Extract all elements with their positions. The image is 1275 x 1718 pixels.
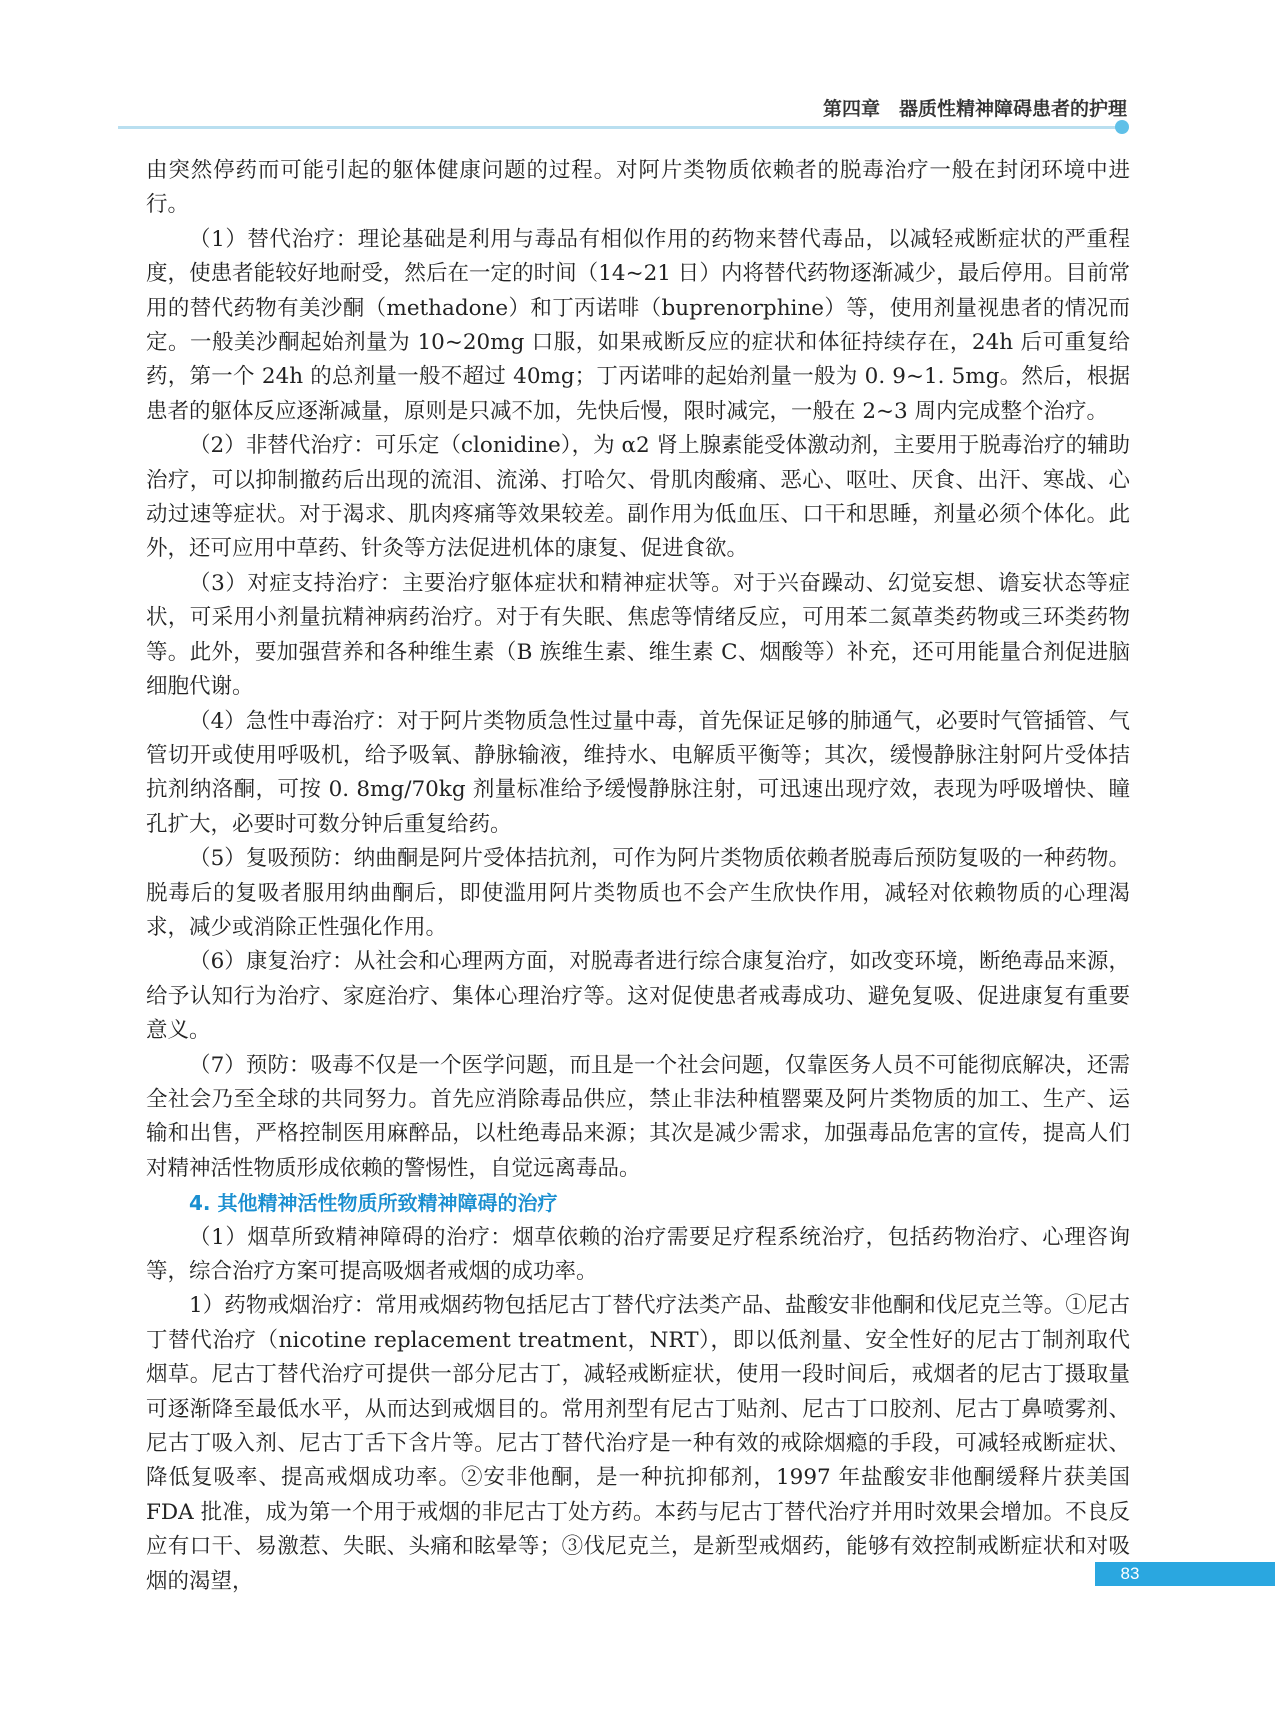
paragraph-non-substitution-therapy: （2）非替代治疗：可乐定（clonidine），为 α2 肾上腺素能受体激动剂，主要用于脱毒治疗的辅助治疗，可以抑制撤药后出现的流泪、流涕、打哈欠、骨肌肉酸痛、恶心、呕吐、厌食、出汗、寒战、心动过速等症状。对于渴求、肌肉疼痛等效果较差。副作用为低血压、口干和思睡，剂量必须个体化。此外，还可应用中草药、针灸等方法促进机体的康复、促进食欲。 bbox=[146, 433, 1130, 562]
page-body bbox=[146, 154, 1130, 1599]
paragraph-continuation: 由突然停药而可能引起的躯体健康问题的过程。对阿片类物质依赖者的脱毒治疗一般在封闭环境中进行。 bbox=[146, 158, 1130, 218]
paragraph-relapse-prevention: （5）复吸预防：纳曲酮是阿片受体拮抗剂，可作为阿片类物质依赖者脱毒后预防复吸的一种药物。脱毒后的复吸者服用纳曲酮后，即使滥用阿片类物质也不会产生欣快作用，减轻对依赖物质的心理渴求，减少或消除正性强化作用。 bbox=[146, 846, 1130, 940]
section-heading: 4. 其他精神活性物质所致精神障碍的治疗 bbox=[189, 1191, 558, 1216]
running-header-chapter-title: 第四章 器质性精神障碍患者的护理 bbox=[822, 98, 1127, 120]
paragraph-drug-smoking-cessation: 1）药物戒烟治疗：常用戒烟药物包括尼古丁替代疗法类产品、盐酸安非他酮和伐尼克兰等。①尼古丁替代治疗（nicotine replacement treatment，NRT），即以低剂量、安全性好的尼古丁制剂取代烟草。尼古丁替代治疗可提供一部分尼古丁，减轻戒断症状，使用一段时间后，戒烟者的尼古丁摄取量可逐渐降至最低水平，从而达到戒烟目的。常用剂型有尼古丁贴剂、尼古丁口胶剂、尼古丁鼻喷雾剂、尼古丁吸入剂、尼古丁舌下含片等。尼古丁替代治疗是一种有效的戒除烟瘾的手段，可减轻戒断症状、降低复吸率、提高戒烟成功率。②安非他酮，是一种抗抑郁剂，1997 年盐酸安非他酮缓释片获美国 FDA 批准，成为第一个用于戒烟的非尼古丁处方药。本药与尼古丁替代治疗并用时效果会增加。不良反应有口干、易激惹、失眠、头痛和眩晕等；③伐尼克兰，是新型戒烟药，能够有效控制戒断症状和对吸烟的渴望， bbox=[146, 1293, 1130, 1594]
paragraph-symptomatic-support: （3）对症支持治疗：主要治疗躯体症状和精神症状等。对于兴奋躁动、幻觉妄想、谵妄状态等症状，可采用小剂量抗精神病药治疗。对于有失眠、焦虑等情绪反应，可用苯二氮䓬类药物或三环类药物等。此外，要加强营养和各种维生素（B 族维生素、维生素 C、烟酸等）补充，还可用能量合剂促进脑细胞代谢。 bbox=[146, 570, 1130, 700]
paragraph-prevention: （7）预防：吸毒不仅是一个医学问题，而且是一个社会问题，仅靠医务人员不可能彻底解决，还需全社会乃至全球的共同努力。首先应消除毒品供应，禁止非法种植罂粟及阿片类物质的加工、生产、运输和出售，严格控制医用麻醉品，以杜绝毒品来源；其次是减少需求，加强毒品危害的宣传，提高人们对精神活性物质形成依赖的警惕性，自觉远离毒品。 bbox=[146, 1052, 1130, 1181]
page-number: 83 bbox=[1120, 1564, 1140, 1583]
paragraph-rehabilitation: （6）康复治疗：从社会和心理两方面，对脱毒者进行综合康复治疗，如改变环境，断绝毒品来源，给予认知行为治疗、家庭治疗、集体心理治疗等。这对促使患者戒毒成功、避免复吸、促进康复有重要意义。 bbox=[146, 949, 1130, 1044]
paragraph-tobacco-treatment: （1）烟草所致精神障碍的治疗：烟草依赖的治疗需要足疗程系统治疗，包括药物治疗、心理咨询等，综合治疗方案可提高吸烟者戒烟的成功率。 bbox=[146, 1224, 1130, 1284]
header-divider bbox=[118, 126, 1120, 129]
paragraph-acute-poisoning: （4）急性中毒治疗：对于阿片类物质急性过量中毒，首先保证足够的肺通气，必要时气管插管、气管切开或使用呼吸机，给予吸氧、静脉输液，维持水、电解质平衡等；其次，缓慢静脉注射阿片受体拮抗剂纳洛酮，可按 0. 8mg/70kg 剂量标准给予缓慢静脉注射，可迅速出现疗效，表现为呼吸增快、瞳孔扩大，必要时可数分钟后重复给药。 bbox=[146, 708, 1130, 837]
paragraph-substitution-therapy: （1）替代治疗：理论基础是利用与毒品有相似作用的药物来替代毒品，以减轻戒断症状的严重程度，使患者能较好地耐受，然后在一定的时间（14~21 日）内将替代药物逐渐减少，最后停用。目前常用的替代药物有美沙酮（methadone）和丁丙诺啡（buprenorphine）等，使用剂量视患者的情况而定。一般美沙酮起始剂量为 10~20mg 口服，如果戒断反应的症状和体征持续存在，24h 后可重复给药，第一个 24h 的总剂量一般不超过 40mg；丁丙诺啡的起始剂量一般为 0. 9~1. 5mg。然后，根据患者的躯体反应逐渐减量，原则是只减不加，先快后慢，限时减完，一般在 2~3 周内完成整个治疗。 bbox=[146, 226, 1130, 424]
header-divider-dot bbox=[1115, 120, 1129, 134]
